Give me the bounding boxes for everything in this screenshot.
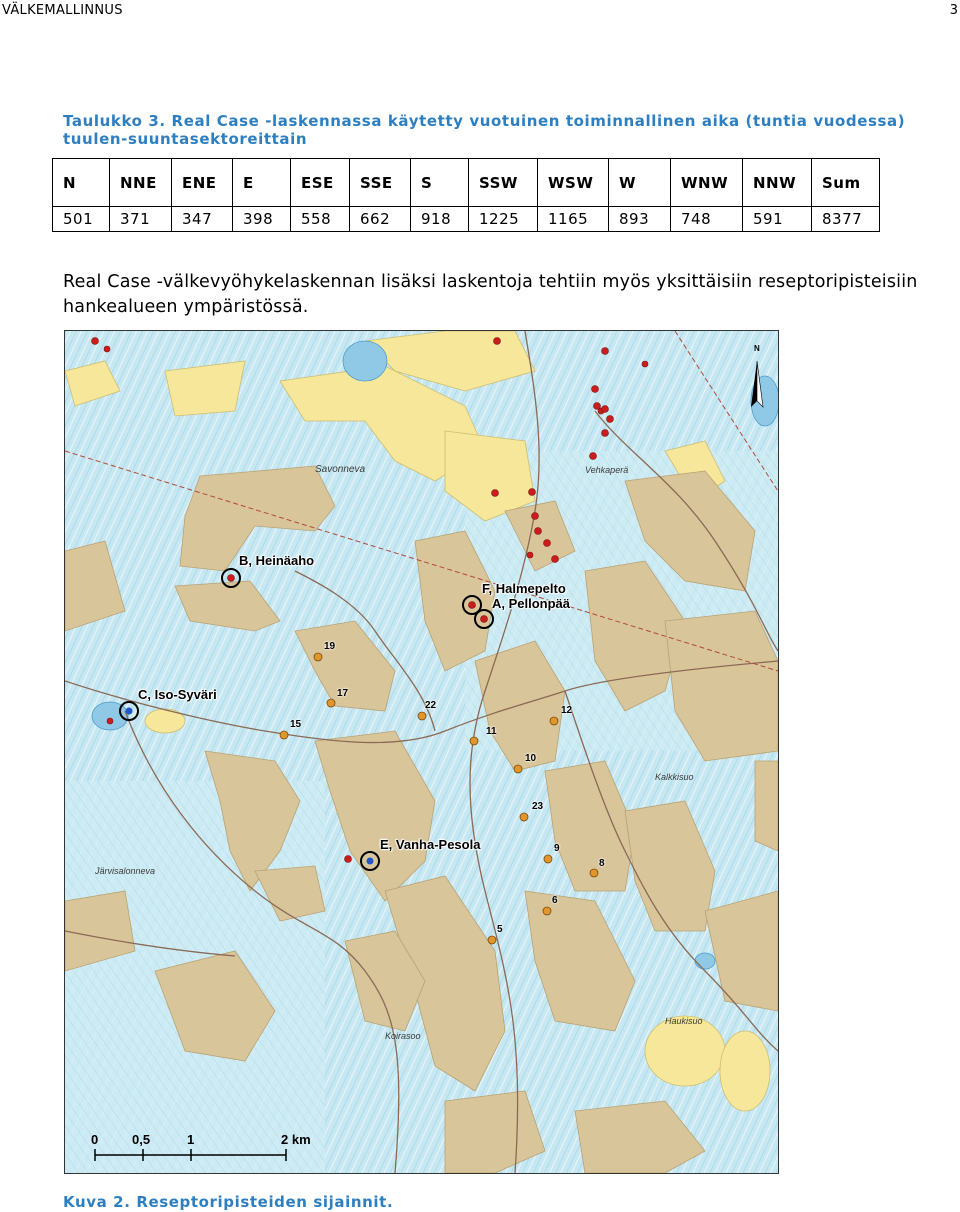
table-value-row <box>53 207 880 232</box>
turbine-number: 12 <box>561 705 573 716</box>
header-cell: ENE <box>172 159 233 207</box>
running-header: VÄLKEMALLINNUS <box>2 3 123 18</box>
page-number: 3 <box>949 3 958 18</box>
receptor-label-e: E, Vanha-Pesola <box>380 837 481 852</box>
value-cell: 918 <box>411 207 469 232</box>
receptor-label-a: A, Pellonpää <box>492 596 571 611</box>
turbine-number: 15 <box>290 719 302 730</box>
header-cell: SSE <box>350 159 411 207</box>
header-cell: W <box>609 159 671 207</box>
value-cell: 558 <box>291 207 350 232</box>
scale-label: 1 <box>187 1132 195 1147</box>
header-cell: E <box>233 159 291 207</box>
value-cell: 501 <box>53 207 110 232</box>
header-cell: N <box>53 159 110 207</box>
place-name: Savonneva <box>315 464 366 475</box>
header-cell: WSW <box>538 159 609 207</box>
scale-label: 0,5 <box>132 1132 151 1147</box>
receptor-label-c: C, Iso-Syväri <box>138 687 217 702</box>
table-header-row <box>53 159 880 207</box>
scale-label: 2 km <box>281 1132 311 1147</box>
place-name: Koirasoo <box>385 1031 421 1041</box>
turbine-number: 6 <box>552 895 558 906</box>
value-cell: 591 <box>743 207 812 232</box>
place-name: Haukisuo <box>665 1016 703 1026</box>
receptor-location-map <box>64 330 779 1174</box>
turbine-number: 10 <box>525 753 537 764</box>
value-cell: 347 <box>172 207 233 232</box>
receptor-label-b: B, Heinäaho <box>239 553 315 568</box>
body-paragraph: Real Case -välkevyöhykelaskennan lisäksi laskentoja tehtiin myös yksittäisiin reseptoripisteisiin hankealueen ympäristössä. <box>63 272 918 317</box>
header-cell: WNW <box>671 159 743 207</box>
value-cell: 371 <box>110 207 172 232</box>
header-cell: Sum <box>812 159 880 207</box>
turbine-number: 22 <box>425 700 437 711</box>
wind-sector-table <box>52 158 880 232</box>
turbine-number: 9 <box>554 843 560 854</box>
header-cell: S <box>411 159 469 207</box>
table-caption: Taulukko 3. Real Case -laskennassa käytetty vuotuinen toiminnallinen aika (tuntia vuodessa) tuulen-suuntasektoreittain <box>63 112 906 148</box>
scale-label: 0 <box>91 1132 99 1147</box>
north-label: N <box>754 344 760 353</box>
receptor-label-f: F, Halmepelto <box>482 581 566 596</box>
place-name: Vehkaperä <box>585 465 629 475</box>
value-cell: 398 <box>233 207 291 232</box>
map-graphic <box>65 331 778 1173</box>
turbine-number: 5 <box>497 924 503 935</box>
turbine-number: 17 <box>337 688 349 699</box>
value-cell: 748 <box>671 207 743 232</box>
turbine-number: 19 <box>324 641 336 652</box>
place-name: Kalkkisuo <box>655 772 694 782</box>
place-name: Järvisalonneva <box>95 866 156 876</box>
value-cell: 662 <box>350 207 411 232</box>
value-cell: 893 <box>609 207 671 232</box>
header-cell: NNE <box>110 159 172 207</box>
header-cell: ESE <box>291 159 350 207</box>
value-cell: 1225 <box>469 207 538 232</box>
turbine-number: 23 <box>532 801 544 812</box>
header-cell: NNW <box>743 159 812 207</box>
header-cell: SSW <box>469 159 538 207</box>
figure-caption: Kuva 2. Reseptoripisteiden sijainnit. <box>63 1193 394 1211</box>
turbine-number: 8 <box>599 858 605 869</box>
turbine-number: 11 <box>486 726 497 737</box>
value-cell: 1165 <box>538 207 609 232</box>
value-cell: 8377 <box>812 207 880 232</box>
